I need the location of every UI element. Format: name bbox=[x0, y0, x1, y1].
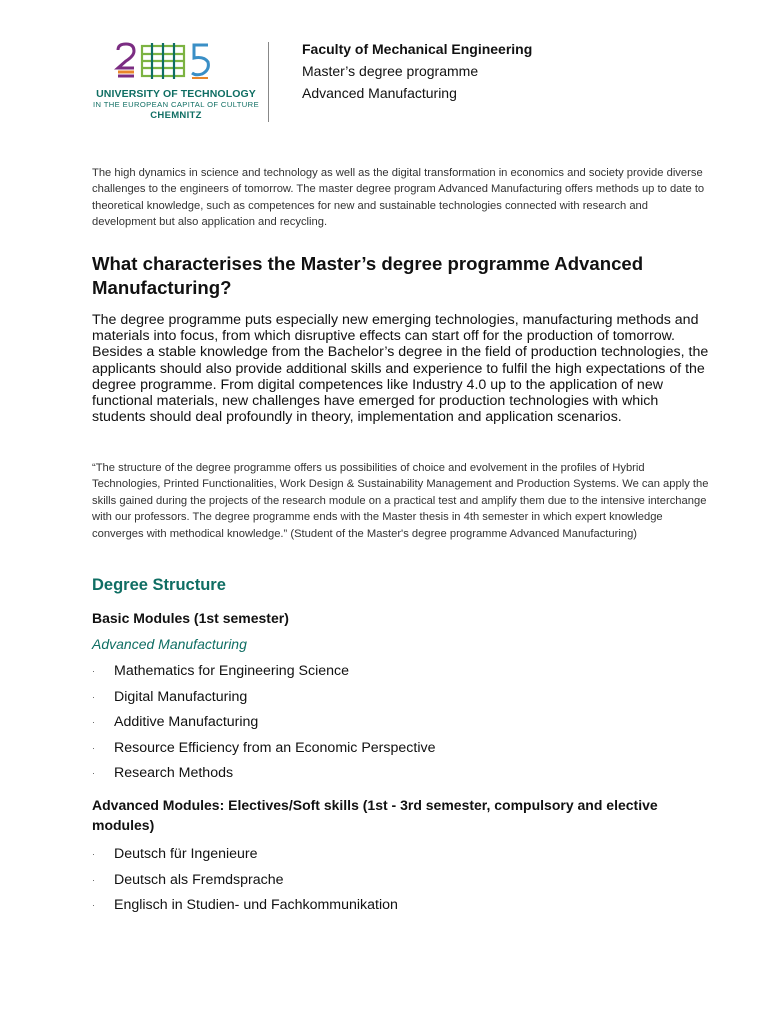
list-item bbox=[92, 869, 692, 895]
faculty-name: Faculty of Mechanical Engineering bbox=[302, 41, 533, 57]
header-info bbox=[302, 38, 532, 104]
programme-type: Master’s degree programme bbox=[302, 63, 479, 79]
bullet-icon: · bbox=[92, 742, 95, 753]
bullet-icon: · bbox=[92, 768, 95, 778]
basic-modules-list bbox=[92, 660, 692, 788]
module-label: Research Methods bbox=[114, 765, 234, 781]
module-label: Englisch in Studien- und Fachkommunikation bbox=[114, 897, 398, 913]
list-item bbox=[92, 660, 692, 686]
list-item bbox=[92, 843, 692, 869]
characteristics-paragraph: The degree programme puts especially new emerging technologies, manufacturing methods and materials into focus, from which disruptive effects can start off for the production of tomorrow. Besides a stable knowledge from the Bachelor’s degree in the field of production technologies, the applicants should also provide additional skills and experience to fulfil the high expectations of the degree programme. From digital competences like Industry 4.0 up to the application of new functional materials, new challenges have emerged for production technologies with which students should deal profoundly in theory, implementation and application scenarios. bbox=[92, 312, 709, 426]
logo-university-name: UNIVERSITY OF TECHNOLOGY bbox=[96, 88, 256, 100]
programme-name: Advanced Manufacturing bbox=[302, 85, 457, 101]
basic-modules-subheading: Advanced Manufacturing bbox=[92, 636, 247, 652]
module-label: Additive Manufacturing bbox=[114, 714, 259, 730]
list-item bbox=[92, 894, 692, 920]
list-item bbox=[92, 711, 692, 737]
bullet-icon: · bbox=[92, 717, 95, 727]
tu-chemnitz-2025-logo-icon bbox=[114, 42, 214, 80]
basic-modules-heading: Basic Modules (1st semester) bbox=[92, 610, 289, 626]
intro-paragraph: The high dynamics in science and technology as well as the digital transformation in economics and society provide diverse challenges to the engineers of tomorrow. The master degree program Advanced Manufacturing offers methods up to date to theoretical knowledge, such as competences for new and sustainable technologies connected with research and development but also application and recycling. bbox=[92, 167, 705, 229]
bullet-icon: · bbox=[92, 691, 95, 702]
list-item bbox=[92, 762, 692, 788]
bullet-icon: · bbox=[92, 874, 95, 885]
university-logo bbox=[92, 42, 260, 121]
bullet-icon: · bbox=[92, 849, 95, 859]
degree-structure-heading: Degree Structure bbox=[92, 576, 226, 594]
module-label: Mathematics for Engineering Science bbox=[114, 663, 350, 679]
module-label: Digital Manufacturing bbox=[114, 688, 248, 705]
logo-city: CHEMNITZ bbox=[150, 110, 202, 121]
logo-tagline: IN THE EUROPEAN CAPITAL OF CULTURE bbox=[92, 100, 260, 109]
list-item bbox=[92, 686, 692, 712]
student-quote: “The structure of the degree programme offers us possibilities of choice and evolvement in the profiles of Hybrid Technologies, Printed Functionalities, Work Design & Sustainability Management and Production Systems. We can apply the skills gained during the projects of the research module on a practical test and amplify them due to the intensive interchange with our professors. The degree programme ends with the Master thesis in 4th semester in which expert knowledge converges with methodical knowledge.” (Student of the Master's degree programme Advanced Manufacturing) bbox=[92, 462, 709, 540]
advanced-modules-list bbox=[92, 843, 692, 920]
list-item bbox=[92, 737, 692, 763]
section-heading-characteristics: What characterises the Master’s degree programme Advanced Manufacturing? bbox=[92, 253, 644, 298]
module-label: Deutsch als Fremdsprache bbox=[114, 871, 284, 888]
bullet-icon: · bbox=[92, 900, 95, 910]
module-label: Deutsch für Ingenieure bbox=[114, 846, 258, 862]
bullet-icon: · bbox=[92, 666, 95, 676]
module-label: Resource Efficiency from an Economic Perspective bbox=[114, 739, 436, 756]
advanced-modules-heading: Advanced Modules: Electives/Soft skills (1st - 3rd semester, compulsory and elective modules) bbox=[92, 797, 658, 833]
header-divider bbox=[268, 42, 269, 122]
